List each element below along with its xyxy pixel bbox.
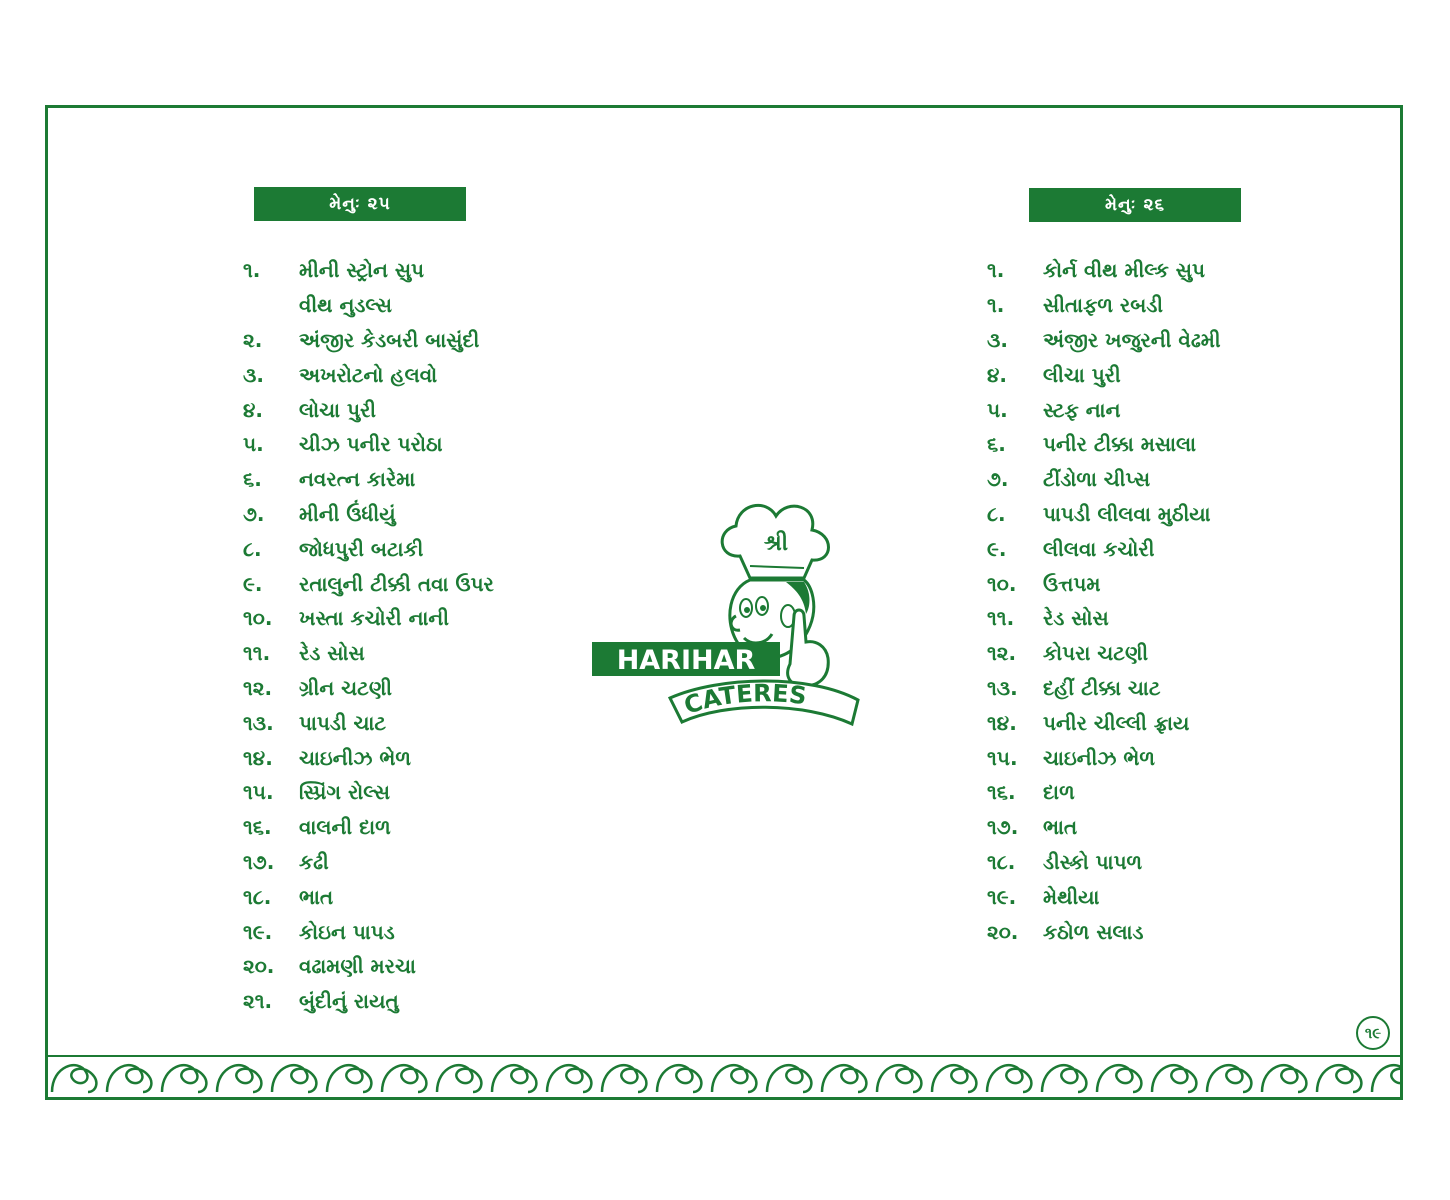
swirl-ornament [602,1065,646,1092]
menu-item [243,984,494,1019]
menu-item [987,601,1221,636]
swirl-ornament [492,1065,536,1092]
swirl-ornament [1372,1065,1400,1092]
menu-item [987,845,1221,880]
menu-item-label: પાપડી લીલવા મુઠીયા [1043,501,1211,526]
menu-item-label: લીલવા કચોરી [1043,536,1155,561]
menu-item [243,845,494,880]
menu-item [987,914,1221,949]
menu-item-number: ૩. [987,327,1008,352]
menu-item [987,810,1221,845]
menu-item [987,357,1221,392]
menu-item-label: રતાલુની ટીક્કી તવા ઉપર [299,571,494,596]
menu-item-label: જોધપુરી બટાકી [299,536,424,561]
swirl-ornament [272,1065,316,1092]
menu-item-label: સ્ટફ નાન [1043,397,1121,422]
menu-item-label: સીતાફળ રબડી [1043,293,1164,318]
menu-item-number: ૧૭. [987,815,1019,840]
menu-item [987,740,1221,775]
right-menu-title: મેનુઃ ૨૬ [1029,188,1241,222]
menu-item-number: ૧૪. [987,710,1017,735]
menu-item-label: વીથ નુડલ્સ [299,293,392,318]
menu-item-number: ૧૮. [987,849,1016,874]
swirl-ornament [1207,1065,1251,1092]
menu-item-label: નવરત્ન કારેમા [299,467,416,492]
menu-item-number: ૧૬. [987,780,1016,805]
menu-item [987,566,1221,601]
swirl-ornament [877,1065,921,1092]
menu-item-number: ૧૬. [243,815,272,840]
menu-item-label: ઉત્તપમ [1043,571,1101,596]
menu-item-label: કઢી [299,849,329,874]
swirl-ornament [217,1065,261,1092]
menu-item [987,427,1221,462]
menu-item [987,636,1221,671]
page-number: ૧૯ [1356,1016,1390,1050]
swirl-ornament [107,1065,151,1092]
menu-item [987,775,1221,810]
menu-item [243,253,494,288]
menu-item-number: ૧૦. [243,606,273,631]
swirl-ornament [1042,1065,1086,1092]
menu-item [243,810,494,845]
menu-item-label: રેડ સોસ [299,641,365,666]
menu-item [243,636,494,671]
menu-item [243,775,494,810]
swirl-ornament [767,1065,811,1092]
menu-item [243,914,494,949]
menu-item-number: ૧. [243,258,261,283]
swirl-ornament [1152,1065,1196,1092]
swirl-ornament [547,1065,591,1092]
menu-item-label: કોર્ન વીથ મીલ્ક સુપ [1043,258,1205,283]
menu-item-label: દાળ [1043,780,1075,805]
menu-item-label: ચાઇનીઝ ભેળ [1043,745,1156,770]
menu-item [987,462,1221,497]
menu-item-number: ૨૦. [987,919,1019,944]
menu-item-label: સ્પ્રિંગ રોલ્સ [299,780,390,805]
menu-item-number: ૧૪. [243,745,273,770]
menu-item [243,497,494,532]
menu-item-label: ટીંડોળા ચીપ્સ [1043,467,1151,492]
menu-item [243,740,494,775]
menu-item-label: ખસ્તા કચોરી નાની [299,606,450,631]
swirl-ornament [1317,1065,1361,1092]
menu-item-label: ચાઇનીઝ ભેળ [299,745,412,770]
left-menu-title: મેનુઃ ૨૫ [254,187,466,221]
menu-item-number: ૨૧. [243,989,273,1014]
menu-item-number: ૭. [987,467,1009,492]
menu-item-label: ચીઝ પનીર પરોઠા [299,432,443,457]
harihar-caterers-logo [590,490,860,740]
swirl-ornament [1262,1065,1306,1092]
menu-item-number: ૫. [987,397,1008,422]
menu-item-label: દહીં ટીક્કા ચાટ [1043,675,1161,700]
menu-item-label: મીની ઉંધીયું [299,501,396,526]
menu-item-label: પાપડી ચાટ [299,710,387,735]
menu-item-number: ૮. [243,536,262,561]
menu-item-label: અખરોટનો હલવો [299,362,438,387]
menu-item [243,323,494,358]
logo-hat-text: શ્રી [763,531,789,556]
menu-item [243,705,494,740]
swirl-ornament [657,1065,701,1092]
menu-item [243,462,494,497]
swirl-ornament [327,1065,371,1092]
menu-item-label: કોઇન પાપડ [299,919,395,944]
swirl-ornament [822,1065,866,1092]
menu-item [987,392,1221,427]
left-menu-list [243,253,494,1019]
menu-item-number: ૧૧. [243,641,271,666]
menu-item [243,392,494,427]
menu-item [987,705,1221,740]
menu-item-number: ૧૧. [987,606,1015,631]
swirl-ornament [712,1065,756,1092]
menu-item-number: ૨. [243,327,263,352]
swirl-ornament [987,1065,1031,1092]
menu-item-label: મીની સ્ટ્રોન સુપ [299,258,425,283]
menu-item [987,253,1221,288]
menu-item-number: ૧૫. [243,780,274,805]
menu-item-label: લીચા પુરી [1043,362,1121,387]
menu-item-label: કઠોળ સલાડ [1043,919,1144,944]
menu-item [243,288,494,323]
menu-item-label: લોચા પુરી [299,397,377,422]
menu-item [987,323,1221,358]
menu-item-number: ૧૮. [243,884,272,909]
swirl-ornament [52,1065,96,1092]
menu-item-number: ૫. [243,432,264,457]
menu-item-number: ૧. [987,293,1005,318]
menu-item [987,531,1221,566]
menu-item-number: ૨૦. [243,954,275,979]
menu-item [243,427,494,462]
menu-item-number: ૪. [987,362,1007,387]
logo-name: HARIHAR [616,645,756,676]
menu-item-label: અંજીર ખજુરની વેઢમી [1043,327,1221,352]
menu-item-number: ૯. [987,536,1007,561]
menu-item-label: અંજીર કેડબરી બાસુંદી [299,327,480,352]
menu-item [243,531,494,566]
swirl-ornament [932,1065,976,1092]
menu-item-label: ગ્રીન ચટણી [299,675,392,700]
menu-item-number: ૬. [987,432,1006,457]
menu-item [243,357,494,392]
menu-item [987,879,1221,914]
menu-item-label: ભાત [299,884,334,909]
menu-item-number: ૬. [243,467,262,492]
menu-item-number: ૧૭. [243,849,275,874]
logo-tagline: CATERES [680,679,809,720]
menu-item-number: ૪. [243,397,263,422]
menu-item-number: ૧. [987,258,1005,283]
menu-item-label: કોપરા ચટણી [1043,641,1149,666]
menu-item-label: વઢામણી મરચા [299,954,416,979]
menu-item [987,288,1221,323]
menu-item [243,566,494,601]
menu-item [243,671,494,706]
menu-item [243,601,494,636]
swirl-ornament [382,1065,426,1092]
menu-item-label: રેડ સોસ [1043,606,1109,631]
menu-item-label: મેથીયા [1043,884,1100,909]
menu-item-number: ૧૩. [243,710,274,735]
menu-item-number: ૧૨. [987,641,1017,666]
swirl-ornament [162,1065,206,1092]
menu-item-label: વાલની દાળ [299,815,391,840]
menu-item-number: ૯. [243,571,263,596]
right-menu-list [987,253,1221,949]
swirl-ornament [1097,1065,1141,1092]
menu-item [243,879,494,914]
menu-item-number: ૧૦. [987,571,1017,596]
menu-item-number: ૧૫. [987,745,1018,770]
menu-item-label: પનીર ચીલ્લી ફ્રાય [1043,710,1190,735]
menu-item-number: ૧૩. [987,675,1018,700]
decorative-border [48,1052,1400,1098]
menu-item [243,949,494,984]
menu-item-label: ડીસ્કો પાપળ [1043,849,1143,874]
menu-item-number: ૩. [243,362,264,387]
menu-item-label: બુંદીનું રાયતુ [299,989,399,1014]
menu-item-number: ૧૯. [243,919,273,944]
menu-item [987,497,1221,532]
swirl-ornament [437,1065,481,1092]
menu-item-label: પનીર ટીક્કા મસાલા [1043,432,1196,457]
menu-item [987,671,1221,706]
menu-item-label: ભાત [1043,815,1078,840]
menu-item-number: ૧૯. [987,884,1017,909]
menu-item-number: ૧૨. [243,675,273,700]
menu-item-number: ૮. [987,501,1006,526]
menu-item-number: ૭. [243,501,265,526]
